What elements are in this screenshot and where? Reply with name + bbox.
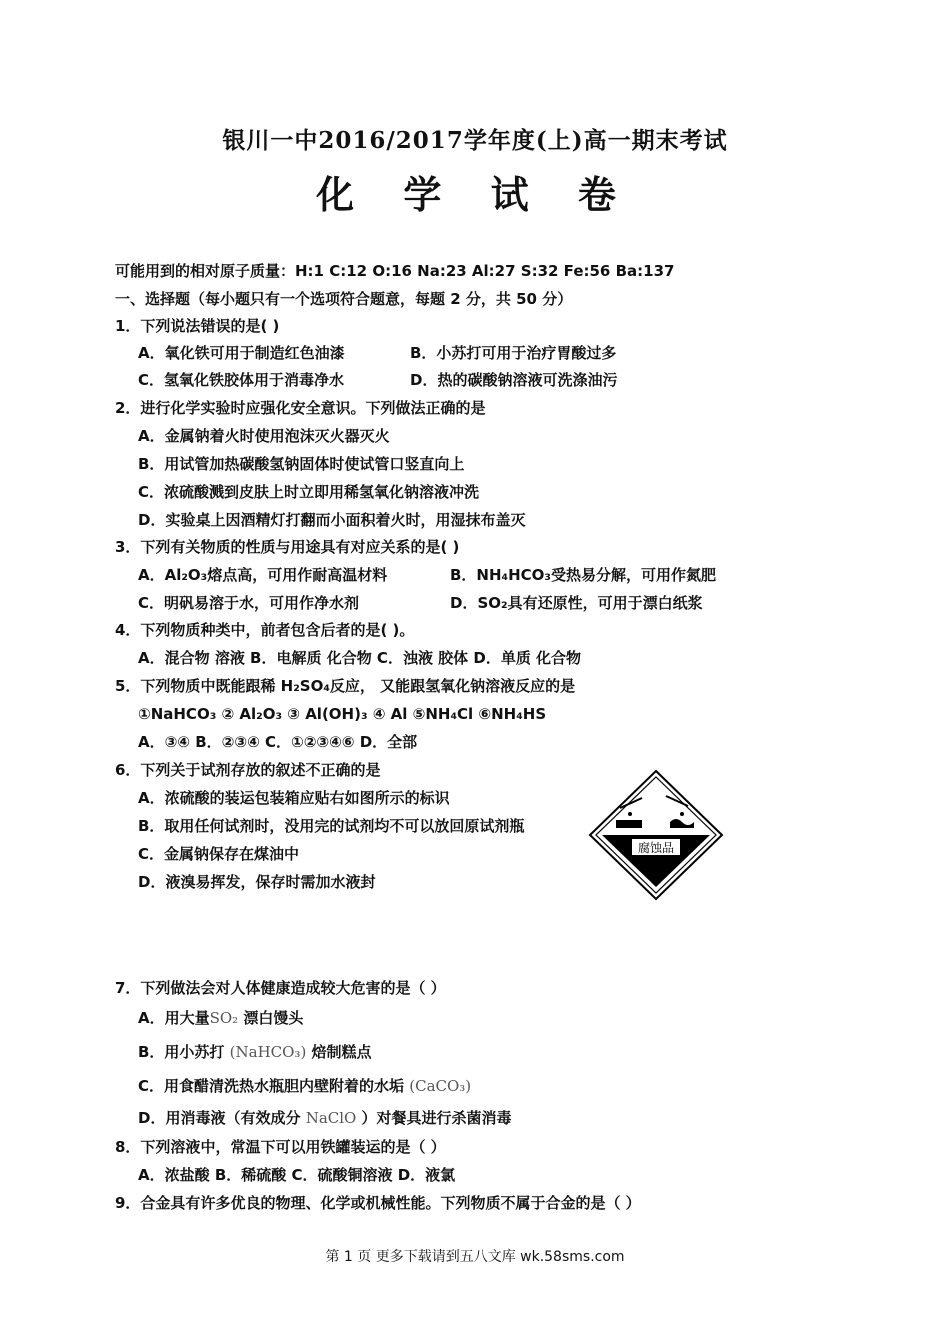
q1-option-a: A．氧化铁可用于制造红色油漆 <box>138 344 345 362</box>
q7-option-c-text: C．用食醋清洗热水瓶胆内壁附着的水垢 <box>138 1077 410 1095</box>
q1-option-c: C．氢氧化铁胶体用于消毒净水 <box>138 371 345 389</box>
q2-option-a: A．金属钠着火时使用泡沫灭火器灭火 <box>138 427 390 445</box>
section-heading: 一、选择题（每小题只有一个选项符合题意，每题 2 分，共 50 分） <box>115 290 573 308</box>
q7-option-a-text: A．用大量 <box>138 1009 210 1027</box>
corrosive-hazard-sign-icon <box>586 768 726 902</box>
q7-option-c-formula: (CaCO₃) <box>409 1077 472 1095</box>
q7-option-d-text: D．用消毒液（有效成分 <box>138 1109 306 1127</box>
q6-option-c: C．金属钠保存在煤油中 <box>138 845 300 863</box>
q7-option-a-end: 漂白馒头 <box>238 1009 304 1027</box>
q5-options: A．③④ B．②③④ C．①②③④⑥ D．全部 <box>138 733 418 751</box>
q9-stem: 9．合金具有许多优良的物理、化学或机械性能。下列物质不属于合金的是（ ） <box>115 1194 641 1212</box>
q3-option-c: C．明矾易溶于水，可用作净水剂 <box>138 594 360 612</box>
q7-option-a-formula: SO₂ <box>209 1009 239 1027</box>
q8-options: A．浓盐酸 B．稀硫酸 C．硫酸铜溶液 D．液氯 <box>138 1166 456 1184</box>
q4-stem: 4．下列物质种类中，前者包含后者的是( )。 <box>115 621 415 639</box>
q8-stem: 8．下列溶液中，常温下可以用铁罐装运的是（ ） <box>115 1138 446 1156</box>
q3-option-b: B．NH₄HCO₃受热易分解，可用作氮肥 <box>450 566 716 584</box>
q3-option-a: A．Al₂O₃熔点高，可用作耐高温材料 <box>138 566 388 584</box>
q1-stem: 1．下列说法错误的是( ) <box>115 317 280 335</box>
q6-stem: 6．下列关于试剂存放的叙述不正确的是 <box>115 761 381 779</box>
q1-option-b: B．小苏打可用于治疗胃酸过多 <box>410 344 617 362</box>
q1-option-d: D．热的碳酸钠溶液可洗涤油污 <box>410 371 618 389</box>
q7-option-c <box>138 1076 471 1096</box>
page-footer: 第 1 页 更多下载请到五八文库 wk.58sms.com <box>325 1249 625 1265</box>
q7-option-d <box>138 1108 512 1128</box>
q2-stem: 2．进行化学实验时应强化安全意识。下列做法正确的是 <box>115 399 486 417</box>
q6-option-d: D．液溴易挥发，保存时需加水液封 <box>138 873 376 891</box>
q6-option-a: A．浓硫酸的装运包装箱应贴右如图所示的标识 <box>138 789 450 807</box>
q7-option-d-end: ）对餐具进行杀菌消毒 <box>356 1109 512 1127</box>
atomic-masses: 可能用到的相对原子质量：H:1 C:12 O:16 Na:23 Al:27 S:32 Fe:56 Ba:137 <box>115 262 675 280</box>
q3-option-d: D．SO₂具有还原性，可用于漂白纸浆 <box>450 594 703 612</box>
q7-option-d-formula: NaClO <box>305 1109 357 1127</box>
q7-option-a <box>138 1008 303 1028</box>
q7-option-b <box>138 1042 372 1062</box>
q4-options: A．混合物 溶液 B．电解质 化合物 C．浊液 胶体 D．单质 化合物 <box>138 649 582 667</box>
q7-stem: 7．下列做法会对人体健康造成较大危害的是（ ） <box>115 979 446 997</box>
exam-title: 银川一中2016/2017学年度(上)高一期末考试 <box>222 127 728 154</box>
q5-items: ①NaHCO₃ ② Al₂O₃ ③ Al(OH)₃ ④ Al ⑤NH₄Cl ⑥NH₄HS <box>138 705 547 723</box>
q2-option-d: D．实验桌上因酒精灯打翻而小面积着火时，用湿抹布盖灭 <box>138 511 526 529</box>
q3-stem: 3．下列有关物质的性质与用途具有对应关系的是( ) <box>115 538 460 556</box>
q7-option-b-formula: (NaHCO₃) <box>229 1043 307 1061</box>
q2-option-b: B．用试管加热碳酸氢钠固体时使试管口竖直向上 <box>138 455 465 473</box>
q7-option-b-end: 焙制糕点 <box>306 1043 372 1061</box>
q2-option-c: C．浓硫酸溅到皮肤上时立即用稀氢氧化钠溶液冲洗 <box>138 483 480 501</box>
q6-option-b: B．取用任何试剂时，没用完的试剂均不可以放回原试剂瓶 <box>138 817 525 835</box>
q7-option-b-text: B．用小苏打 <box>138 1043 230 1061</box>
q5-stem: 5．下列物质中既能跟稀 H₂SO₄反应， 又能跟氢氧化钠溶液反应的是 <box>115 677 576 695</box>
sign-label: 腐蚀品 <box>637 841 675 855</box>
exam-subtitle: 化 学 试 卷 <box>316 173 634 217</box>
